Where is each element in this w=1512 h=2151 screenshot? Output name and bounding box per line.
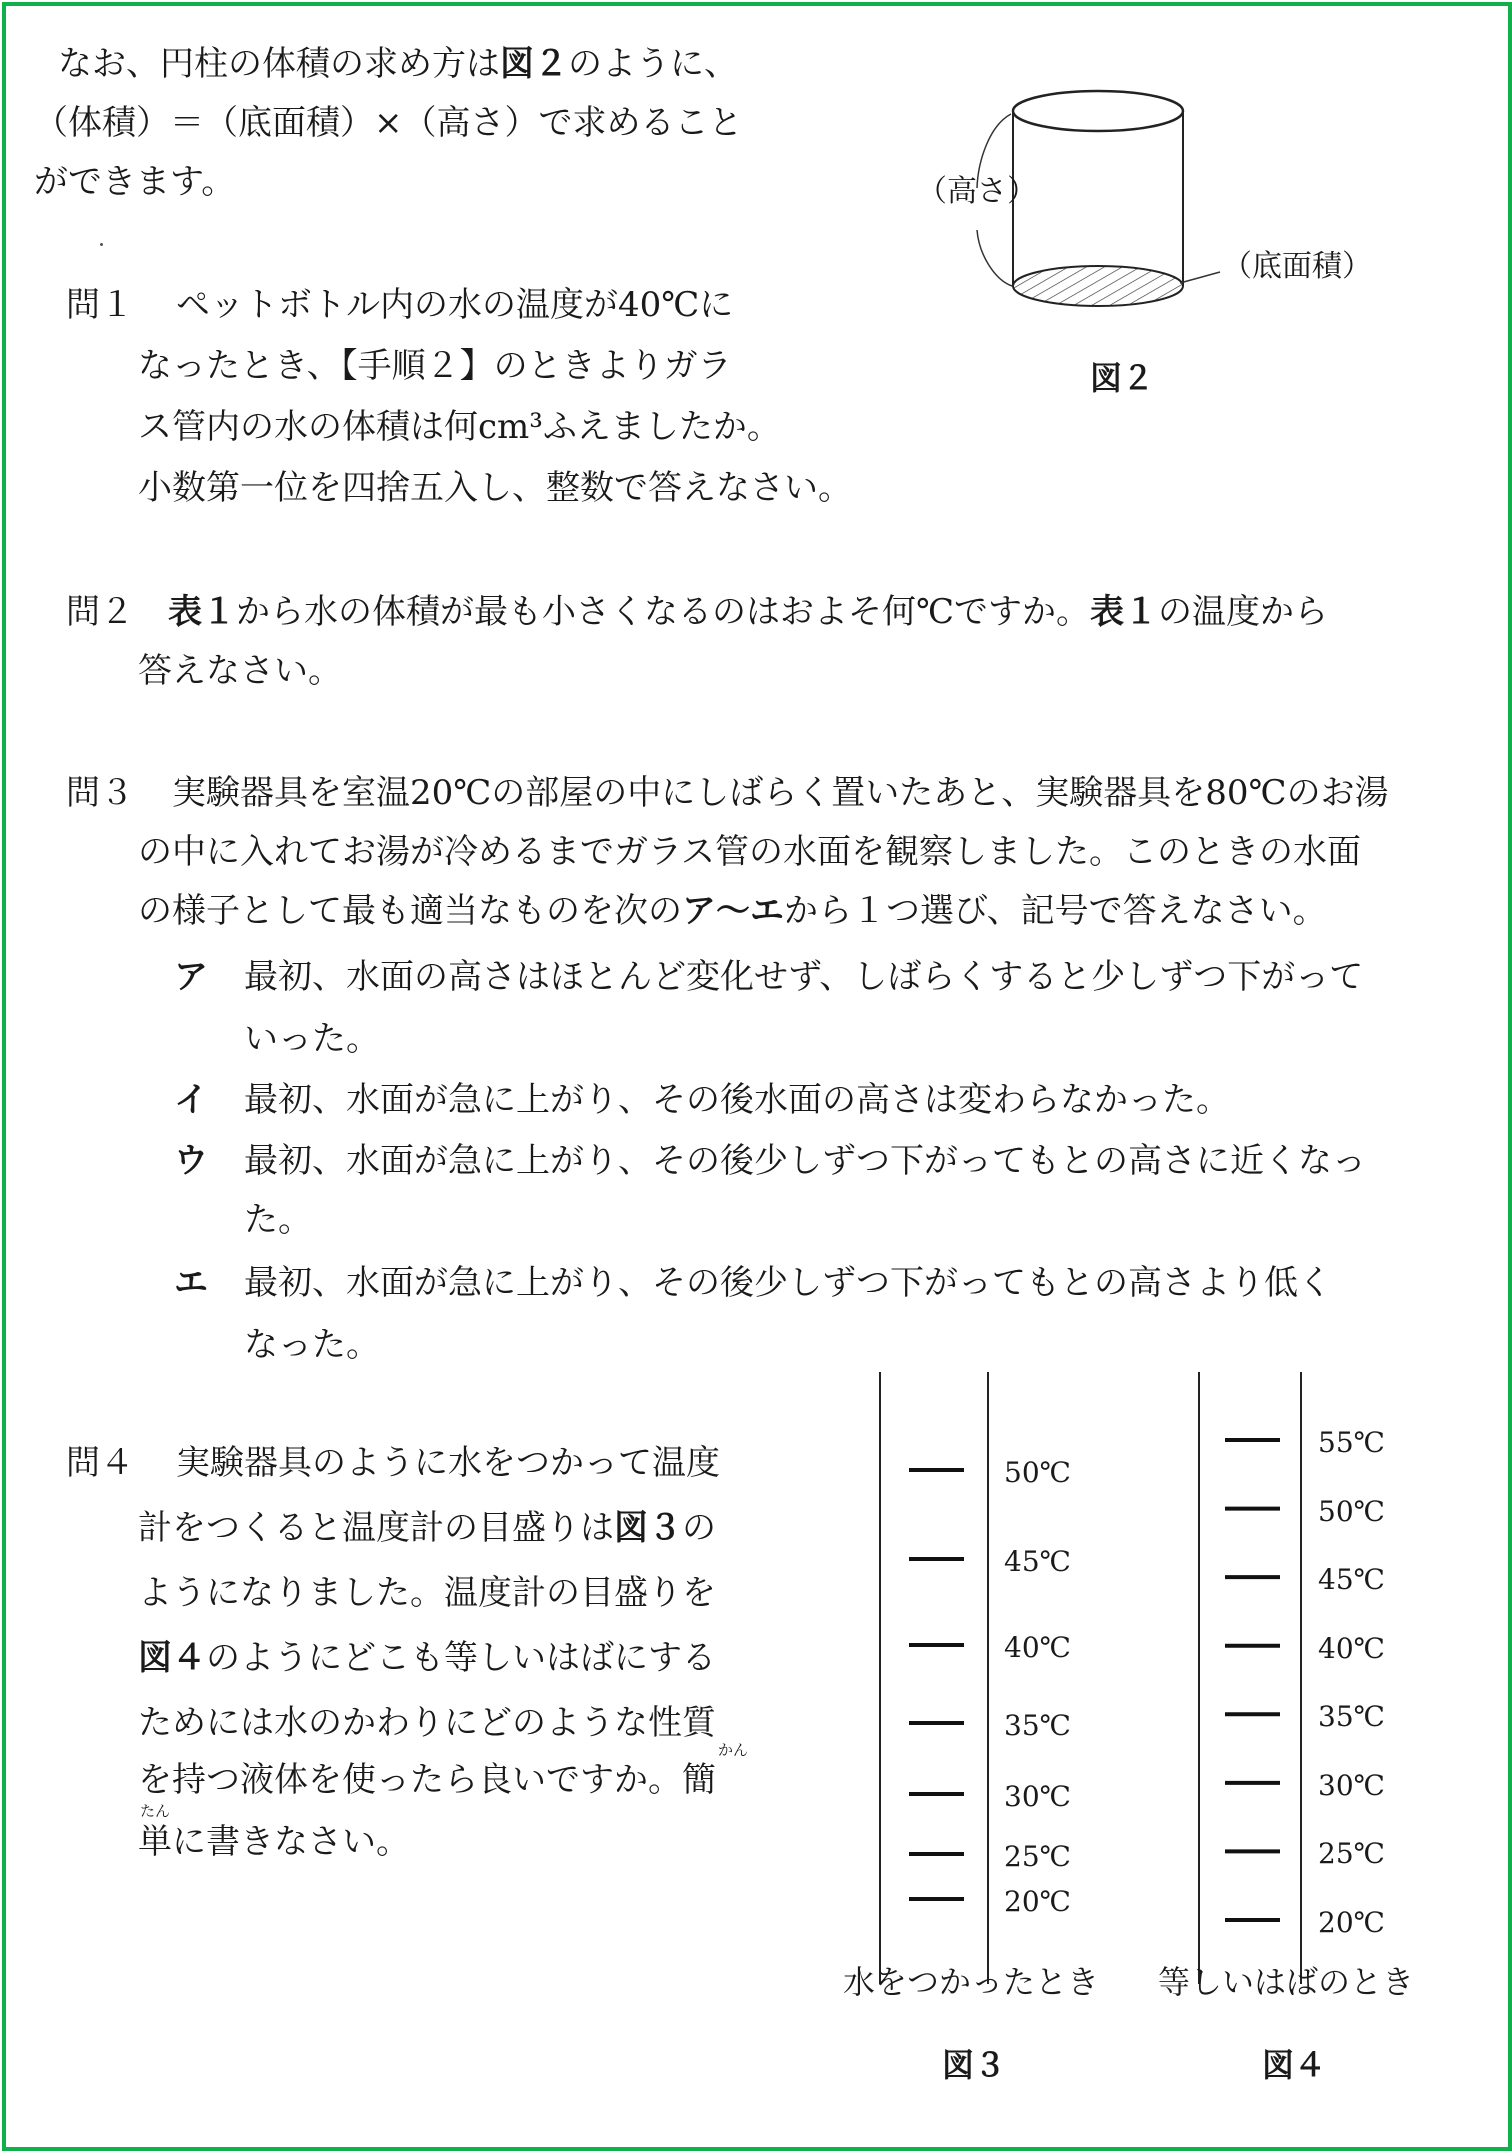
fig3-tick-label-40: 40℃ [1004, 1631, 1071, 1664]
table-ref: 表１ [168, 592, 236, 632]
fig3-tick-label-25: 25℃ [1004, 1840, 1071, 1873]
choice-key-a: ア [174, 957, 208, 997]
q4-line-7: 単に書きなさい。 [138, 1822, 410, 1862]
fig3-tick-label-30: 30℃ [1004, 1780, 1071, 1813]
q4-text: 計をつくると温度計の目盛りは [138, 1508, 614, 1548]
figure4-caption: 図４ [1262, 2046, 1327, 2084]
figure-ref: 図３ [614, 1508, 682, 1548]
choice-a-line-2: いった。 [244, 1019, 380, 1059]
intro-text: のように、 [568, 44, 738, 84]
choice-e-line-2: なった。 [244, 1325, 380, 1365]
q2-text: の温度から [1158, 592, 1329, 632]
intro-line-2: （体積）＝（底面積）×（高さ）で求めること [34, 103, 743, 143]
q3-number: 問３ [66, 773, 134, 813]
q1-line-2: なったとき、【手順２】のときよりガラ [138, 346, 732, 386]
q4-text: の [682, 1508, 716, 1548]
fig4-tick-label-40: 40℃ [1318, 1631, 1385, 1665]
q2-line-2: 答えなさい。 [138, 651, 342, 691]
label-base-area: （底面積） [1222, 249, 1372, 284]
q2-text: から水の体積が最も小さくなるのはおよそ何℃ですか。 [236, 592, 1091, 632]
q1-line-3: ス管内の水の体積は何cm³ふえましたか。 [138, 407, 781, 447]
figure2-caption: 図２ [1090, 359, 1155, 397]
fig3-ticks [909, 1470, 964, 1899]
choice-key-i: イ [174, 1080, 208, 1120]
intro-line-3: ができます。 [34, 162, 236, 202]
choice-i-line-1: 最初、水面が急に上がり、その後水面の高さは変わらなかった。 [244, 1080, 1230, 1120]
figure3-subtitle: 水をつかったとき [843, 1963, 1100, 2001]
q4-number: 問４ [66, 1443, 134, 1483]
fig4-tick-label-20: 20℃ [1318, 1906, 1385, 1939]
fig4-tick-label-55: 55℃ [1318, 1426, 1385, 1459]
fig3-tick-label-50: 50℃ [1004, 1456, 1071, 1489]
figure-ref: 図２ [500, 44, 568, 84]
fig3-tick-label-45: 45℃ [1004, 1545, 1071, 1578]
q3-text: の様子として最も適当なものを次の [138, 891, 682, 931]
q4-line-1: 実験器具のように水をつかって温度 [176, 1443, 720, 1483]
table-ref: 表１ [1090, 592, 1159, 632]
choice-u-line-2: た。 [244, 1200, 312, 1240]
fig4-tick-label-30: 30℃ [1318, 1768, 1385, 1802]
furigana-tan: たん [140, 1802, 171, 1820]
q1-line-4: 小数第一位を四捨五入し、整数で答えなさい。 [138, 468, 852, 508]
choice-u-line-1: 最初、水面が急に上がり、その後少しずつ下がってもとの高さに近くなっ [244, 1141, 1366, 1181]
q4-line-5: ためには水のかわりにどのような性質 [138, 1703, 716, 1743]
figure3-caption: 図３ [942, 2046, 1007, 2084]
choice-key-e: エ [174, 1263, 208, 1303]
q1-line-1: ペットボトル内の水の温度が40℃に [176, 285, 734, 325]
q4-line-3: ようになりました。温度計の目盛りを [138, 1573, 716, 1613]
q3-text: から１つ選び、記号で答えなさい。 [784, 891, 1327, 931]
intro-text: なお、円柱の体積の求め方は [58, 44, 500, 84]
q3-line-2: の中に入れてお湯が冷めるまでガラス管の水面を観察しました。このときの水面 [138, 832, 1361, 872]
choice-range: ア～エ [682, 891, 784, 931]
choice-key-u: ウ [174, 1141, 208, 1181]
fig4-tick-label-25: 25℃ [1318, 1837, 1385, 1871]
label-height: （高さ） [917, 174, 1037, 209]
furigana-kan: かん [718, 1741, 749, 1759]
q4-line-6: を持つ液体を使ったら良いですか。簡 [138, 1760, 716, 1800]
fig4-tick-label-35: 35℃ [1318, 1700, 1385, 1734]
figure-ref: 図４ [138, 1638, 206, 1678]
figure4-subtitle: 等しいはばのとき [1158, 1963, 1415, 2001]
fig4-tick-label-45: 45℃ [1318, 1563, 1385, 1597]
choice-e-line-1: 最初、水面が急に上がり、その後少しずつ下がってもとの高さより低く [244, 1263, 1332, 1303]
fig3-tick-label-35: 35℃ [1004, 1709, 1071, 1742]
q3-line-1: 実験器具を室温20℃の部屋の中にしばらく置いたあと、実験器具を80℃のお湯 [172, 773, 1389, 813]
choice-a-line-1: 最初、水面の高さはほとんど変化せず、しばらくすると少しずつ下がって [244, 957, 1364, 997]
q4-text: のようにどこも等しいはばにする [206, 1638, 716, 1678]
fig4-tick-label-50: 50℃ [1318, 1494, 1385, 1528]
q2-number: 問２ [66, 592, 134, 632]
q1-number: 問１ [66, 285, 134, 325]
fig4-ticks [1225, 1440, 1280, 1920]
fig3-tick-label-20: 20℃ [1004, 1885, 1071, 1918]
